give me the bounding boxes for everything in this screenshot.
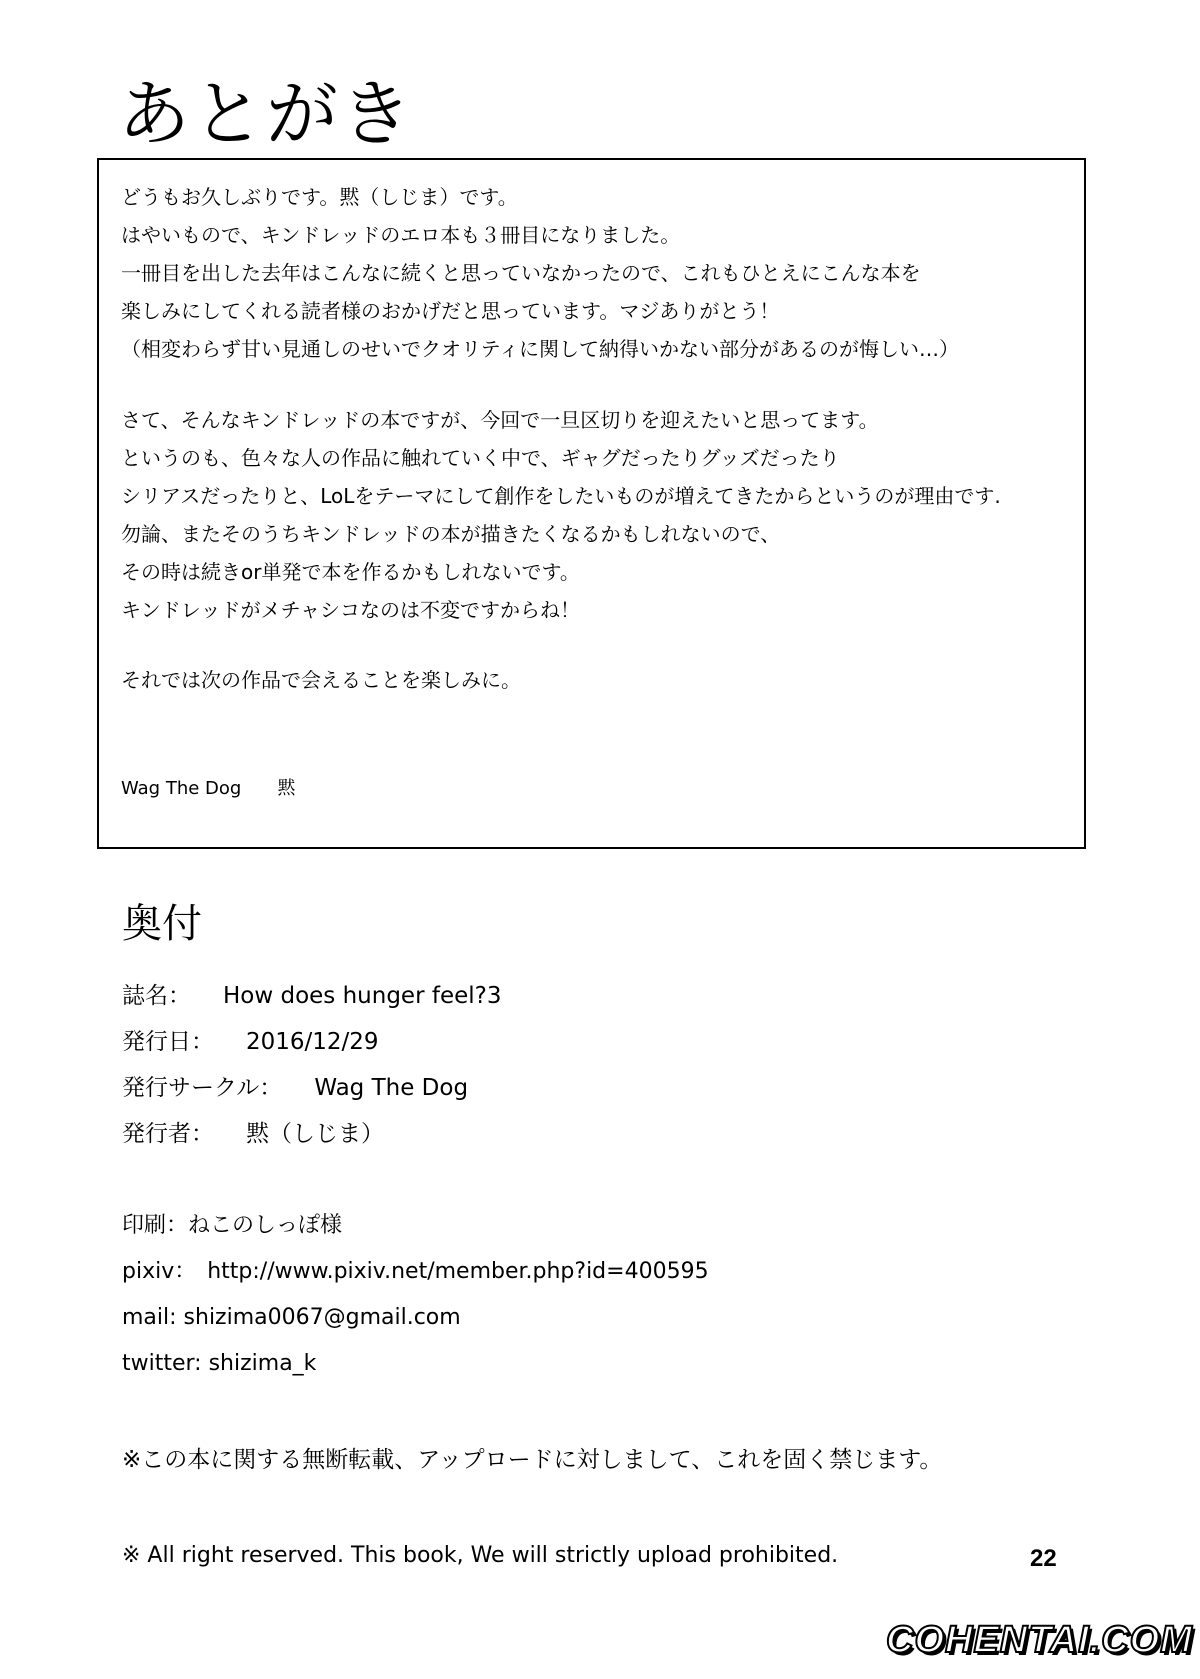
colophon-value: 黙（しじま） bbox=[246, 1121, 384, 1147]
afterword-line: さて、そんなキンドレッドの本ですが、今回で一旦区切りを迎えたいと思ってます。 bbox=[121, 408, 879, 432]
colophon-label: 発行サークル： bbox=[122, 1075, 283, 1101]
afterword-signature: Wag The Dog 黙 bbox=[121, 778, 296, 799]
colophon-label: 発行日： bbox=[122, 1029, 214, 1055]
colophon-value: 2016/12/29 bbox=[246, 1029, 379, 1055]
colophon-item-publisher bbox=[122, 1118, 384, 1150]
colophon-item-title bbox=[122, 980, 501, 1012]
twitter-line: twitter: shizima_k bbox=[122, 1351, 317, 1376]
colophon-label: 発行者： bbox=[122, 1121, 214, 1147]
afterword-line: はやいもので、キンドレッドのエロ本も３冊目になりました。 bbox=[121, 223, 681, 247]
afterword-line: 一冊目を出した去年はこんなに続くと思っていなかったので、これもひとえにこんな本を bbox=[121, 261, 921, 285]
afterword-line: キンドレッドがメチャシコなのは不変ですからね！ bbox=[121, 598, 580, 622]
colophon-item-circle bbox=[122, 1072, 468, 1104]
afterword-line: （相変わらず甘い見通しのせいでクオリティに関して納得いかない部分があるのが悔しい…） bbox=[121, 337, 959, 361]
page-number: 22 bbox=[1030, 1545, 1057, 1572]
afterword-line: その時は続きor単発で本を作るかもしれないです。 bbox=[121, 560, 580, 584]
afterword-line: シリアスだったりと、LoLをテーマにして創作をしたいものが増えてきたからというのが理由です. bbox=[121, 484, 1001, 508]
mail-line: mail: shizima0067@gmail.com bbox=[122, 1305, 461, 1330]
site-watermark: COHENTAI.COM bbox=[886, 1619, 1193, 1661]
pixiv-line: pixiv： http://www.pixiv.net/member.php?id=400595 bbox=[122, 1259, 709, 1284]
afterword-line: 勿論、またそのうちキンドレッドの本が描きたくなるかもしれないので、 bbox=[121, 522, 781, 546]
notice-japanese: ※この本に関する無断転載、アップロードに対しまして、これを固く禁じます。 bbox=[122, 1447, 943, 1473]
colophon-value: How does hunger feel?3 bbox=[223, 983, 502, 1009]
printer-line: 印刷：ねこのしっぽ様 bbox=[122, 1213, 343, 1238]
colophon-label: 誌名： bbox=[122, 983, 191, 1009]
colophon-title: 奥付 bbox=[122, 901, 202, 947]
afterword-box bbox=[97, 158, 1086, 849]
afterword-line: それでは次の作品で会えることを楽しみに。 bbox=[121, 668, 521, 692]
colophon-item-date bbox=[122, 1026, 379, 1058]
colophon-value: Wag The Dog bbox=[314, 1075, 469, 1101]
afterword-line: 楽しみにしてくれる読者様のおかげだと思っています。マジありがとう！ bbox=[121, 299, 780, 323]
afterword-line: というのも、色々な人の作品に触れていく中で、ギャグだったりグッズだったり bbox=[121, 446, 840, 470]
notice-english: ※ All right reserved. This book, We will strictly upload prohibited. bbox=[122, 1543, 839, 1568]
page-title: あとがき bbox=[118, 72, 415, 156]
afterword-line: どうもお久しぶりです。黙（しじま）です。 bbox=[121, 185, 518, 209]
